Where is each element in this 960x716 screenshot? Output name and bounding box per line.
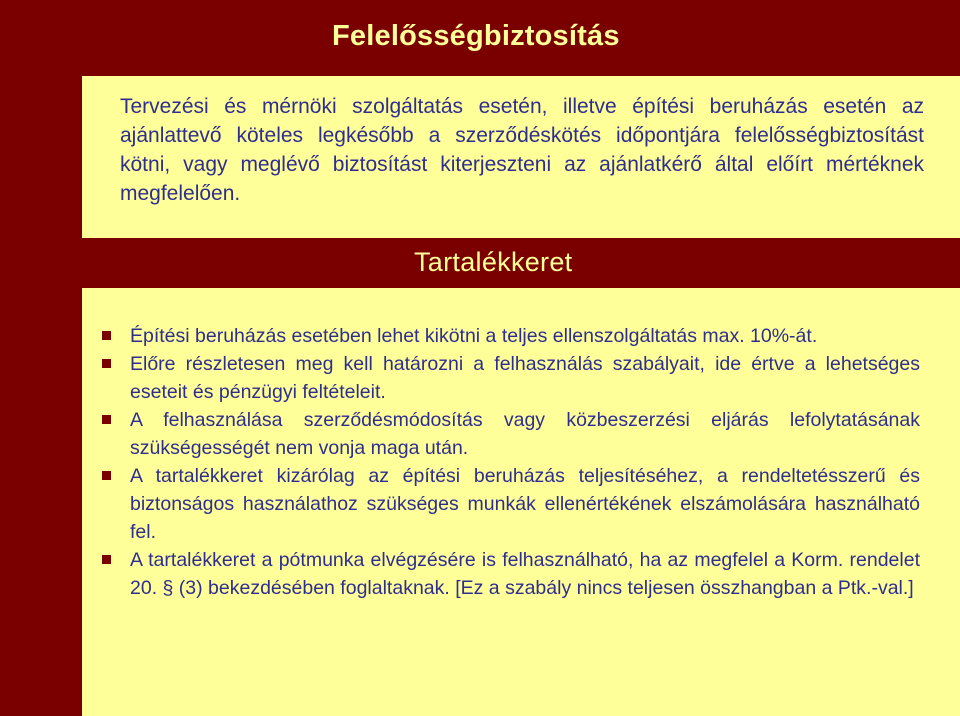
title-bar bbox=[0, 0, 960, 76]
bullet-text: A tartalékkeret kizárólag az építési beruházás teljesítéséhez, a rendeltetésszerű és biztonságos használathoz szükséges munkák ellenértékének elszámolására használható fel. bbox=[130, 465, 920, 543]
section-subtitle: Tartalékkeret bbox=[414, 247, 573, 277]
bullet-text: A tartalékkeret a pótmunka elvégzésére is felhasználható, ha az megfelel a Korm. rendelet 20. § (3) bekezdésében foglaltaknak. [Ez a szabály nincs teljesen összhangban a Ptk.-val.] bbox=[130, 549, 920, 599]
bullet-list bbox=[102, 322, 920, 602]
bullet-item bbox=[102, 546, 920, 602]
square-bullet-icon bbox=[102, 555, 111, 564]
bullet-text: A felhasználása szerződésmódosítás vagy közbeszerzési eljárás lefolytatásának szükségességét nem vonja maga után. bbox=[130, 409, 920, 459]
square-bullet-icon bbox=[102, 471, 111, 480]
bullets-panel bbox=[82, 288, 960, 716]
bullet-item bbox=[102, 350, 920, 406]
bullet-item bbox=[102, 406, 920, 462]
intro-panel bbox=[82, 76, 960, 238]
bullet-text: Építési beruházás esetében lehet kikötni a teljes ellenszolgáltatás max. 10%-át. bbox=[130, 325, 818, 347]
bullet-item bbox=[102, 322, 920, 350]
square-bullet-icon bbox=[102, 359, 111, 368]
bullet-text: Előre részletesen meg kell határozni a felhasználás szabályait, ide értve a lehetséges eseteit és pénzügyi feltételeit. bbox=[130, 353, 920, 403]
square-bullet-icon bbox=[102, 331, 111, 340]
subtitle-bar bbox=[82, 238, 960, 288]
bullet-item bbox=[102, 462, 920, 546]
intro-paragraph: Tervezési és mérnöki szolgáltatás esetén, illetve építési beruházás esetén az ajánlattevő köteles legkésőbb a szerződéskötés időpontjára felelősségbiztosítást kötni, vagy meglévő biztosítást kiterjeszteni az ajánlatkérő által előírt mértéknek megfelelően. bbox=[120, 95, 924, 205]
square-bullet-icon bbox=[102, 415, 111, 424]
slide-title: Felelősségbiztosítás bbox=[332, 20, 620, 52]
